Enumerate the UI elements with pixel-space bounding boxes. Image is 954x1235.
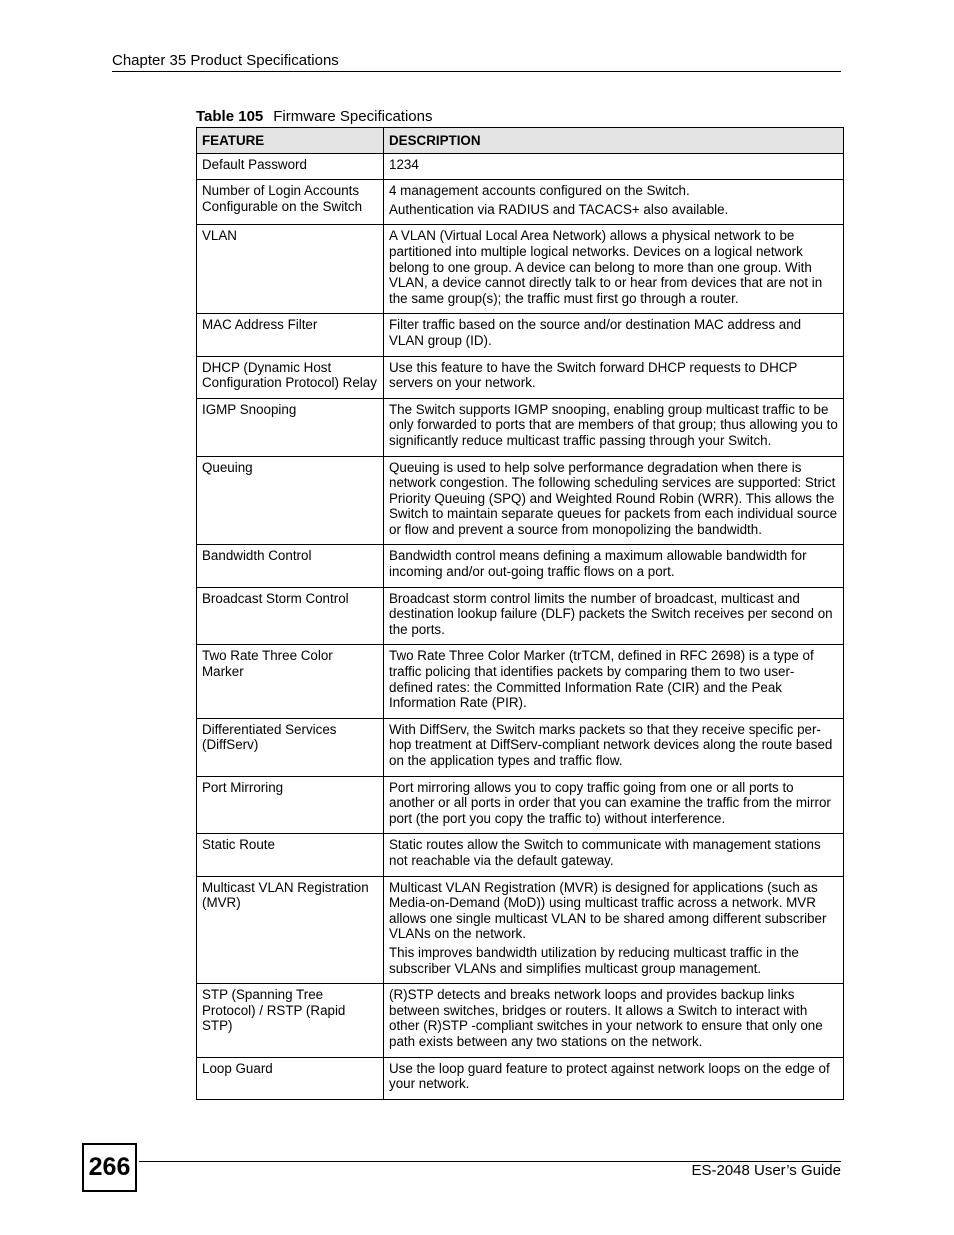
table-row <box>197 587 844 645</box>
feature-cell: STP (Spanning Tree Protocol) / RSTP (Rapid STP) <box>197 984 384 1057</box>
table-header-row <box>197 128 844 154</box>
description-paragraph: The Switch supports IGMP snooping, enabling group multicast traffic to be only forwarded to ports that are members of that group; thus allowing you to significantly reduce multicast traffic passing through your Switch. <box>389 401 838 448</box>
table-row <box>197 876 844 984</box>
description-cell <box>384 645 844 718</box>
description-paragraph: Broadcast storm control limits the number of broadcast, multicast and destination lookup failure (DLF) packets the Switch receives per second on the ports. <box>389 590 833 637</box>
page-number: 266 <box>82 1143 137 1192</box>
description-cell <box>384 153 844 180</box>
description-cell <box>384 718 844 776</box>
table-row <box>197 314 844 356</box>
description-paragraph: Use this feature to have the Switch forward DHCP requests to DHCP servers on your network. <box>389 359 798 391</box>
table-row <box>197 718 844 776</box>
table-row <box>197 356 844 398</box>
description-paragraph: (R)STP detects and breaks network loops and provides backup links between switches, bridges or routers. It allows a Switch to interact with other (R)STP -compliant switches in your network to ensure that only one path exists between any two stations on the network. <box>389 987 823 1049</box>
feature-cell: Differentiated Services (DiffServ) <box>197 718 384 776</box>
feature-cell: Loop Guard <box>197 1057 384 1099</box>
description-cell <box>384 180 844 225</box>
feature-cell: Number of Login Accounts Configurable on the Switch <box>197 180 384 225</box>
table-row <box>197 398 844 456</box>
table-row <box>197 225 844 314</box>
table-row <box>197 545 844 587</box>
description-cell <box>384 356 844 398</box>
feature-cell: Port Mirroring <box>197 776 384 834</box>
description-paragraph: Port mirroring allows you to copy traffic going from one or all ports to another or all ports in order that you can examine the traffic from the mirror port (the port you copy the traffic to) without interference. <box>389 779 831 826</box>
description-paragraph: Queuing is used to help solve performance degradation when there is network congestion. The following scheduling services are supported: Strict Priority Queuing (SPQ) and Weighted Round Robin (WRR). This allows the Switch to maintain separate queues for packets from each individual source or flow and prevent a source from monopolizing the bandwidth. <box>389 459 838 537</box>
description-paragraph: Two Rate Three Color Marker (trTCM, defined in RFC 2698) is a type of traffic policing that identifies packets by comparing them to two user-defined rates: the Committed Information Rate (CIR) and the Peak Information Rate (PIR). <box>389 648 814 711</box>
table-row <box>197 456 844 545</box>
description-cell <box>384 834 844 876</box>
table-row <box>197 180 844 225</box>
description-cell <box>384 314 844 356</box>
feature-cell: Static Route <box>197 834 384 876</box>
table-row <box>197 1057 844 1099</box>
description-paragraph: 1234 <box>389 156 419 172</box>
description-paragraph: With DiffServ, the Switch marks packets so that they receive specific per-hop treatment at DiffServ-compliant network devices along the route based on the application types and traffic flow. <box>389 721 833 768</box>
table-row <box>197 153 844 180</box>
column-header-description: DESCRIPTION <box>384 128 844 154</box>
description-cell <box>384 587 844 645</box>
table-title: Firmware Specifications <box>273 108 433 125</box>
header-divider <box>112 71 841 72</box>
table-row <box>197 984 844 1057</box>
column-header-feature: FEATURE <box>197 128 384 154</box>
description-cell <box>384 984 844 1057</box>
description-paragraph: Filter traffic based on the source and/or destination MAC address and VLAN group (ID). <box>389 317 802 348</box>
description-cell <box>384 456 844 545</box>
feature-cell: VLAN <box>197 225 384 314</box>
feature-cell: Broadcast Storm Control <box>197 587 384 645</box>
feature-cell: Queuing <box>197 456 384 545</box>
description-paragraph: A VLAN (Virtual Local Area Network) allows a physical network to be partitioned into multiple logical networks. Devices on a logical network belong to one group. A device can belong to more than one group. With VLAN, a device cannot directly talk to or hear from devices that are not in the same group(s); the traffic must first go through a router. <box>389 228 823 306</box>
table-caption <box>196 108 432 126</box>
description-paragraph: 4 management accounts configured on the Switch. <box>389 183 690 199</box>
description-cell <box>384 545 844 587</box>
table-row <box>197 776 844 834</box>
description-paragraph: Bandwidth control means defining a maximum allowable bandwidth for incoming and/or out-going traffic flows on a port. <box>389 548 807 580</box>
feature-cell: Multicast VLAN Registration (MVR) <box>197 876 384 984</box>
feature-cell: Two Rate Three Color Marker <box>197 645 384 718</box>
feature-cell: IGMP Snooping <box>197 398 384 456</box>
chapter-header: Chapter 35 Product Specifications <box>112 52 339 69</box>
description-cell <box>384 1057 844 1099</box>
feature-cell: Default Password <box>197 153 384 180</box>
description-paragraph: Multicast VLAN Registration (MVR) is designed for applications (such as Media-on-Demand (MoD)) using multicast traffic across a network. MVR allows one single multicast VLAN to be shared among different subscriber VLANs on the network. <box>389 879 827 942</box>
description-paragraph: Static routes allow the Switch to communicate with management stations not reachable via the default gateway. <box>389 837 821 868</box>
guide-title: ES-2048 User’s Guide <box>691 1162 841 1179</box>
description-paragraph: This improves bandwidth utilization by reducing multicast traffic in the subscriber VLANs and simplifies multicast group management. <box>389 944 799 976</box>
table-row <box>197 645 844 718</box>
feature-cell: Bandwidth Control <box>197 545 384 587</box>
table-row <box>197 834 844 876</box>
description-cell <box>384 398 844 456</box>
table-number: Table 105 <box>196 108 264 125</box>
table-body <box>197 153 844 1099</box>
description-paragraph: Authentication via RADIUS and TACACS+ also available. <box>389 201 729 217</box>
description-cell <box>384 776 844 834</box>
description-cell <box>384 876 844 984</box>
description-cell <box>384 225 844 314</box>
feature-cell: MAC Address Filter <box>197 314 384 356</box>
description-paragraph: Use the loop guard feature to protect against network loops on the edge of your network. <box>389 1060 830 1092</box>
feature-cell: DHCP (Dynamic Host Configuration Protocol) Relay <box>197 356 384 398</box>
firmware-specifications-table <box>196 127 844 1100</box>
